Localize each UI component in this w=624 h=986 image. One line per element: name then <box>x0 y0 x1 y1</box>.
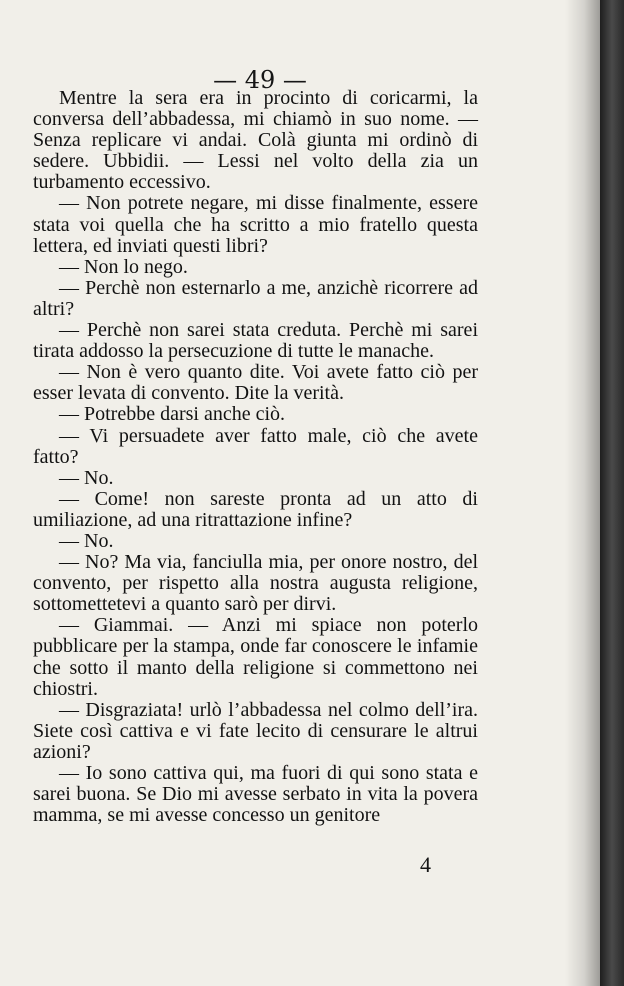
paragraph: — Vi persuadete aver fatto male, ciò che avete fatto? <box>33 424 478 468</box>
paragraph: — Potrebbe darsi anche ciò. <box>59 403 286 426</box>
paragraph: — Come! non sareste pronta ad un atto di umiliazione, ad una ritrattazione infine? <box>33 487 478 531</box>
paragraph: — No. <box>59 466 114 489</box>
scan-edge <box>600 0 624 986</box>
paragraph: — Io sono cattiva qui, ma fuori di qui sono stata e sarei buona. Se Dio mi avesse serbato in vita la povera mamma, se mi avesse concesso un genitore <box>33 762 478 827</box>
paragraph: — Disgraziata! urlò l’abbadessa nel colmo dell’ira. Siete così cattiva e vi fate lecito di censurare le altrui azioni? <box>33 698 478 763</box>
body-text <box>33 88 478 826</box>
paragraph: — Perchè non esternarlo a me, anzichè ricorrere ad altri? <box>33 276 478 320</box>
paragraph: — Non lo nego. <box>59 255 188 278</box>
page-gutter-shadow <box>565 0 600 986</box>
paragraph: — Non potrete negare, mi disse finalmente, essere stata voi quella che ha scritto a mio fratello questa lettera, ed inviati questi libri? <box>33 192 478 257</box>
paragraph: — Giammai. — Anzi mi spiace non poterlo pubblicare per la stampa, onde far conoscere le infamie che sotto il manto della religione si commettono nei chiostri. <box>33 614 478 700</box>
page-number: — 49 — <box>213 66 307 94</box>
paragraph: — No? Ma via, fanciulla mia, per onore nostro, del convento, per rispetto alla nostra augusta religione, sottomettetevi a quanto sarò per dirvi. <box>33 551 478 616</box>
paragraph: — Perchè non sarei stata creduta. Perchè mi sarei tirata addosso la persecuzione di tutte le manache. <box>33 319 478 363</box>
signature-mark: 4 <box>420 852 431 877</box>
paragraph: — No. <box>59 529 114 552</box>
paragraph: — Non è vero quanto dite. Voi avete fatto ciò per esser levata di convento. Dite la verità. <box>33 361 478 405</box>
paragraph: Mentre la sera era in procinto di coricarmi, la conversa dell’abbadessa, mi chiamò in suo nome. — Senza replicare vi andai. Colà giunta mi ordinò di sedere. Ubbidii. — Lessi nel volto della zia un turbamento eccessivo. <box>33 87 478 194</box>
